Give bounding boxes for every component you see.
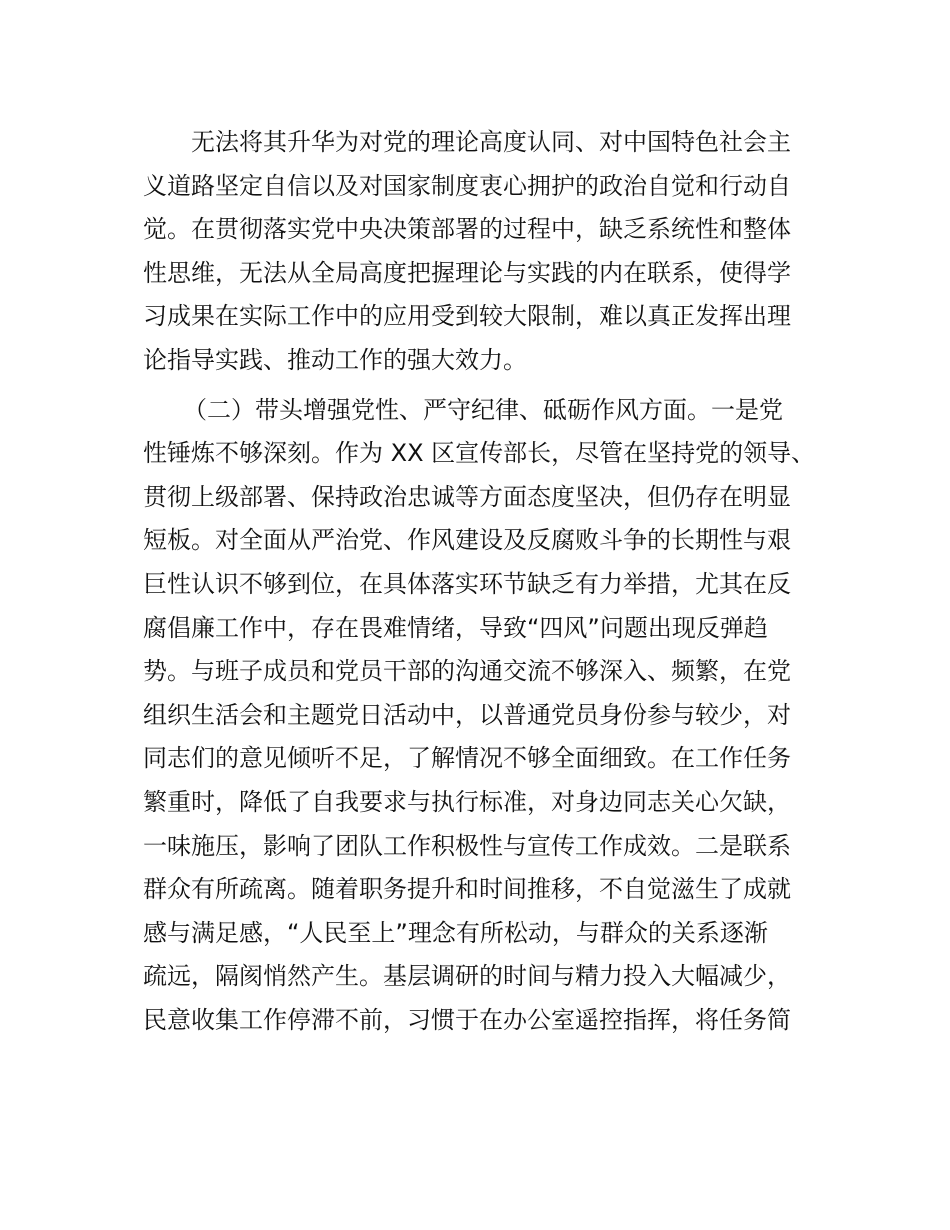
text-line: 繁重时，降低了自我要求与执行标准，对身边同志关心欠缺， (143, 787, 791, 816)
text-line: 巨性认识不够到位，在具体落实环节缺乏有力举措，尤其在反 (143, 569, 791, 598)
text-line: 义道路坚定自信以及对国家制度衷心拥护的政治自觉和行动自 (143, 171, 791, 200)
text-line: 疏远，隔阂悄然产生。基层调研的时间与精力投入大幅减少， (143, 962, 791, 991)
text-line: 习成果在实际工作中的应用受到较大限制，难以真正发挥出理 (143, 302, 791, 331)
text-line: 感与满足感，“人民至上”理念有所松动，与群众的关系逐渐 (143, 918, 768, 947)
text-line: 腐倡廉工作中，存在畏难情绪，导致“四风”问题出现反弹趋 (143, 613, 768, 642)
paragraph-1 (143, 121, 813, 383)
text-line: 势。与班子成员和党员干部的沟通交流不够深入、频繁，在党 (143, 657, 791, 686)
text-line: 性思维，无法从全局高度把握理论与实践的内在联系，使得学 (143, 258, 791, 287)
text-line: 论指导实践、推动工作的强大效力。 (143, 345, 527, 374)
paragraph-2 (143, 389, 816, 1043)
text-line: （二）带头增强党性、严守纪律、砥砺作风方面。一是党 (183, 395, 783, 424)
text-line: 性锤炼不够深刻。作为 XX 区宣传部长，尽管在坚持党的领导、 (143, 439, 816, 468)
text-line: 群众有所疏离。随着职务提升和时间推移，不自觉滋生了成就 (143, 875, 791, 904)
text-line: 同志们的意见倾听不足，了解情况不够全面细致。在工作任务 (143, 744, 791, 773)
text-line: 无法将其升华为对党的理论高度认同、对中国特色社会主 (191, 128, 791, 156)
text-line: 组织生活会和主题党日活动中，以普通党员身份参与较少，对 (143, 700, 791, 729)
document-body (143, 121, 816, 1042)
text-line: 民意收集工作停滞不前，习惯于在办公室遥控指挥，将任务简 (143, 1005, 791, 1034)
text-line: 一味施压，影响了团队工作积极性与宣传工作成效。二是联系 (143, 831, 791, 860)
text-line: 觉。在贯彻落实党中央决策部署的过程中，缺乏系统性和整体 (143, 215, 791, 244)
text-line: 贯彻上级部署、保持政治忠诚等方面态度坚决，但仍存在明显 (143, 482, 791, 511)
text-line: 短板。对全面从严治党、作风建设及反腐败斗争的长期性与艰 (143, 526, 791, 555)
